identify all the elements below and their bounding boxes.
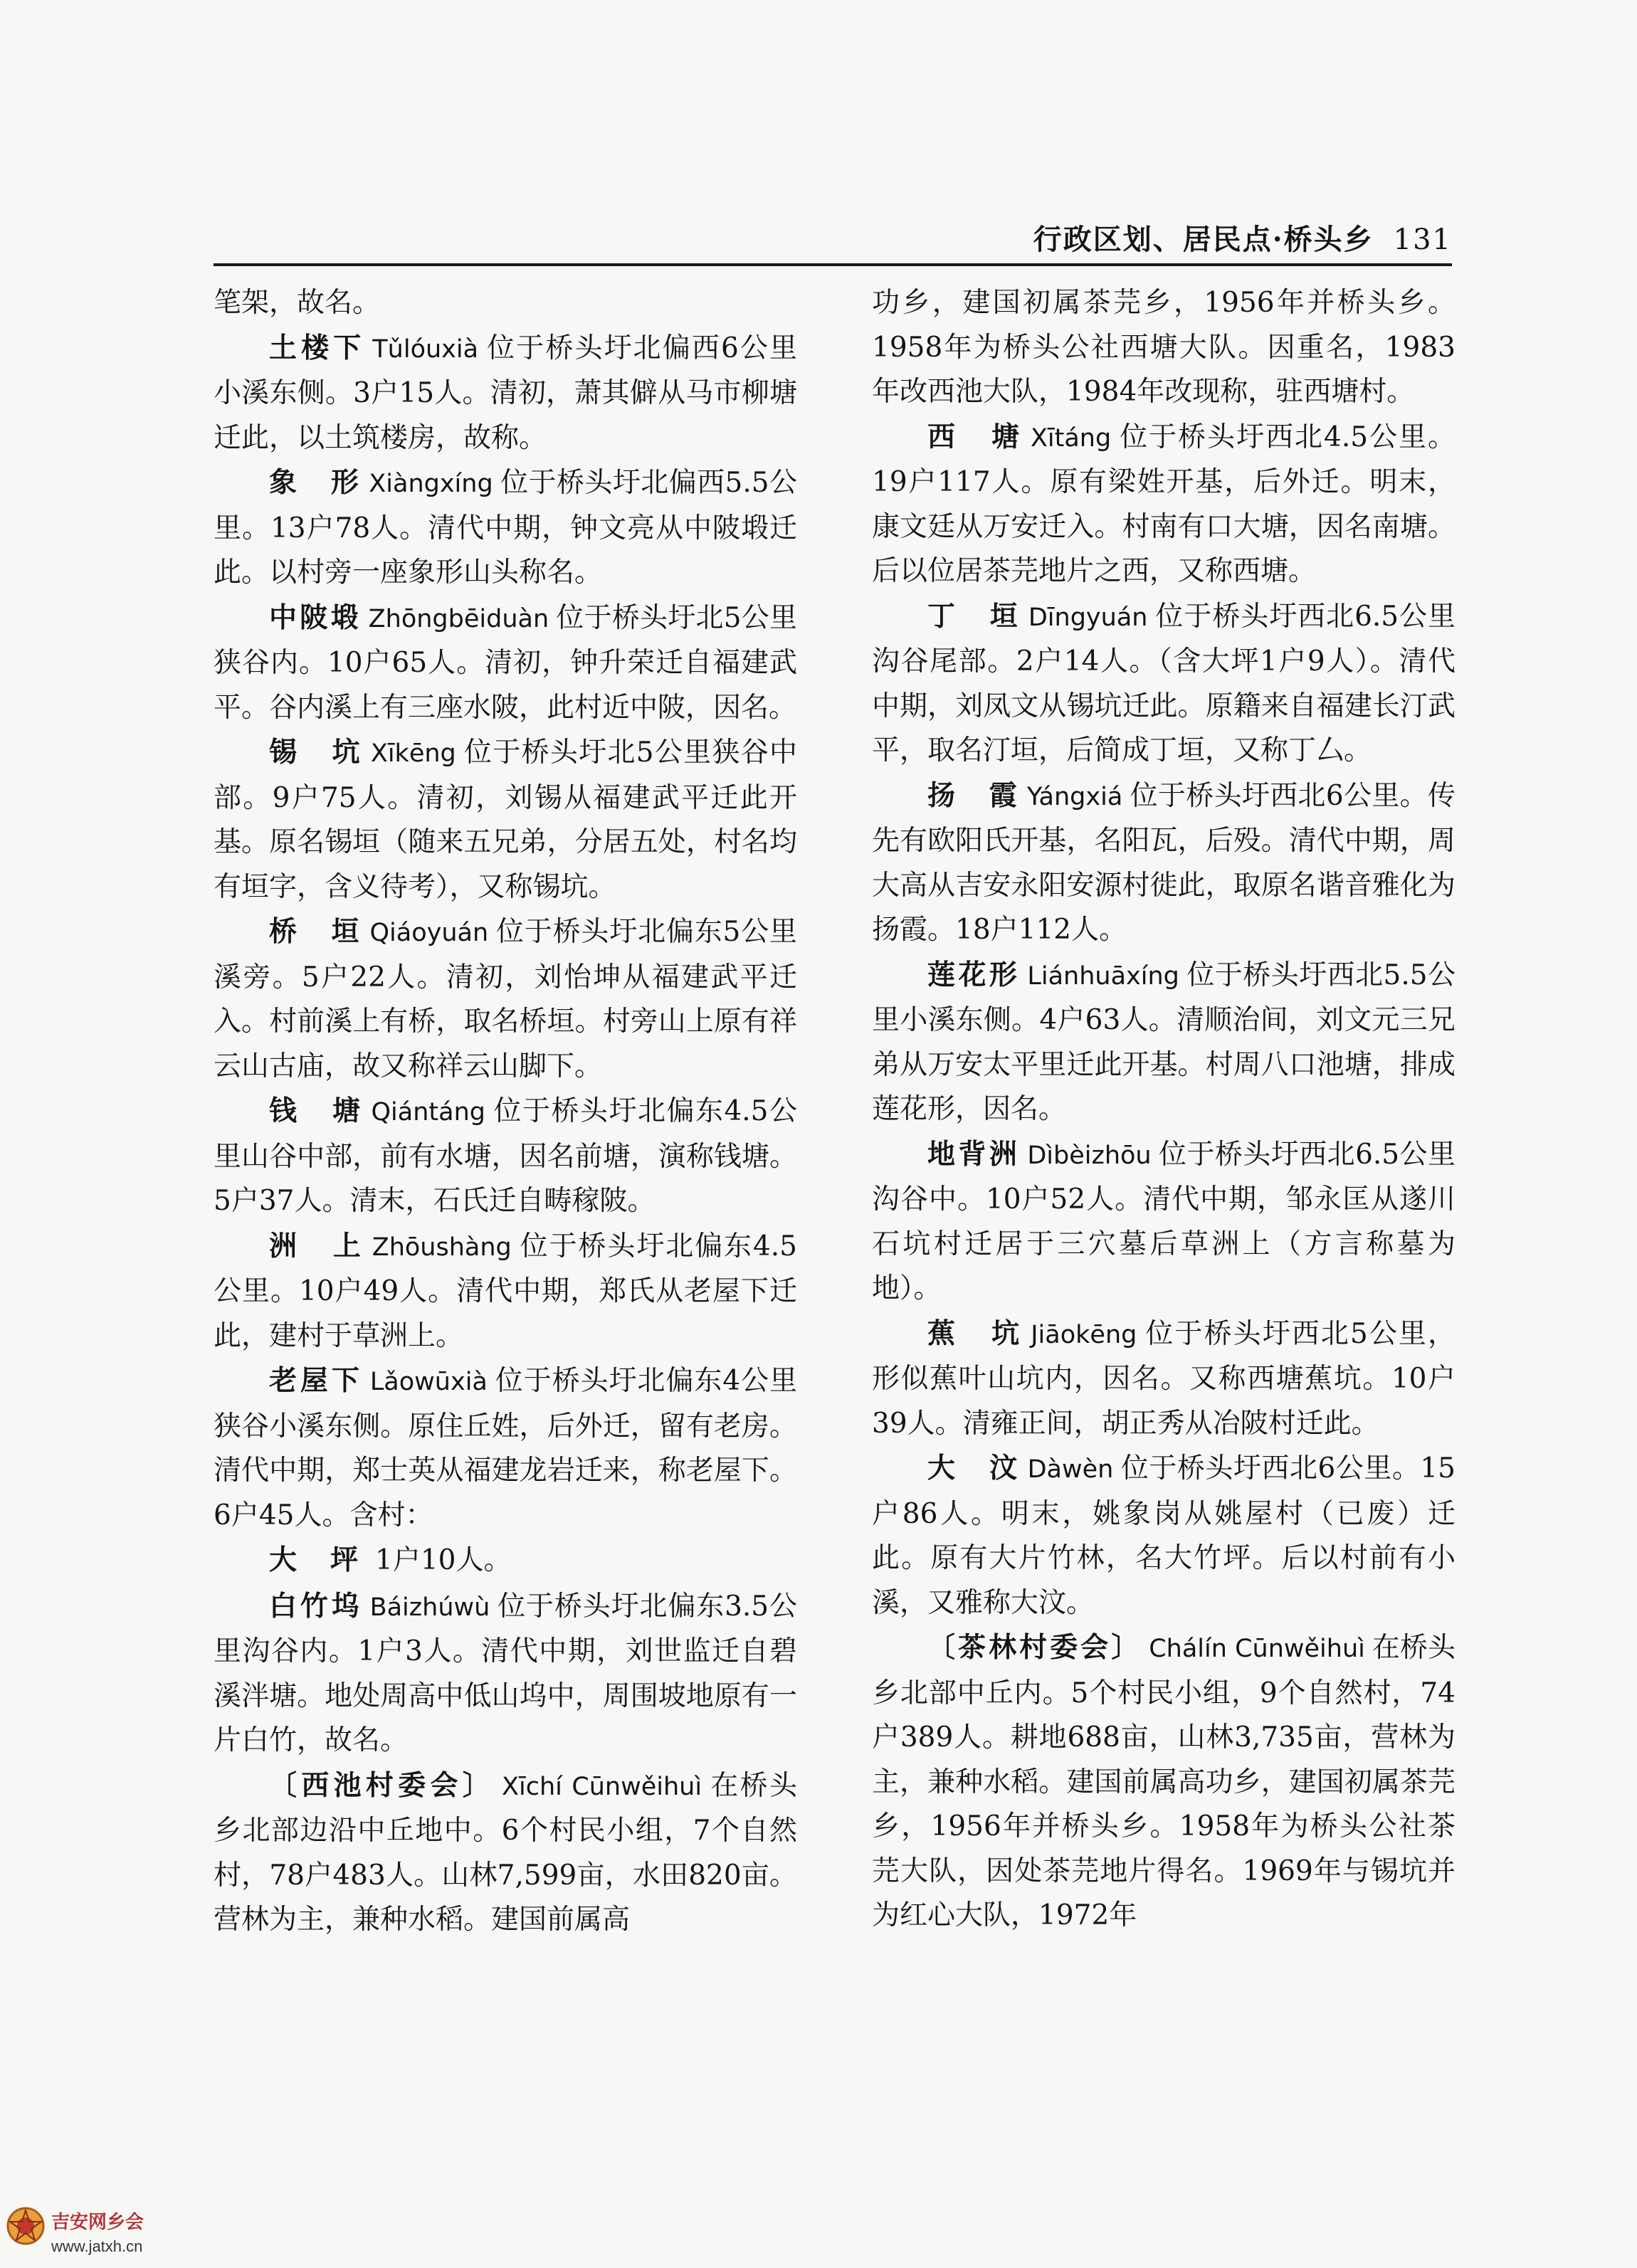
entry-name: 〔西池村委会〕 (269, 1768, 495, 1802)
entry-pinyin: Zhōngbēiduàn (368, 604, 549, 633)
entry-pinyin: Lǎowūxià (369, 1368, 488, 1396)
entry-pinyin: Dìbèizhōu (1027, 1141, 1152, 1170)
header-title: 行政区划、居民点·桥头乡 (1033, 223, 1374, 256)
entry-name: 象 形 (269, 466, 362, 499)
entry-name: 西 塘 (927, 420, 1023, 453)
entry-pinyin: Báizhúwù (369, 1593, 490, 1622)
entry-name: 莲花形 (927, 958, 1021, 991)
entry-name: 丁 垣 (927, 599, 1021, 633)
entry (214, 326, 797, 461)
entry-name: 大 坪 (269, 1544, 362, 1576)
entry-name: 桥 垣 (269, 915, 363, 948)
entry-text: 位于桥头圩西北5.5公里小溪东侧。4户63人。清顺治间，刘文元三兄弟从万安太平里迁此开基。村周八口池塘，排成莲花形，因名。 (872, 959, 1456, 1125)
entry-pinyin: Xīchí Cūnwěihuì (502, 1772, 702, 1801)
entry-name: 土楼下 (269, 331, 366, 364)
entry-text: 位于桥头圩北偏西5.5公里。13户78人。清代中期，钟文亮从中陂塅迁此。以村旁一座象形山头称名。 (214, 467, 797, 589)
entry-pinyin: Tǔlóuxià (372, 334, 479, 364)
watermark-logo (0, 2199, 206, 2268)
entry-pinyin: Yángxiá (1026, 782, 1123, 811)
entry-pinyin: Jiāokēng (1031, 1320, 1137, 1349)
entry-name: 〔茶林村委会〕 (927, 1631, 1142, 1664)
entry-text: 位于桥头圩北5公里狭谷内。10户65人。清初，钟升荣迁自福建武平。谷内溪上有三座水陂，此村近中陂，因名。 (214, 601, 797, 724)
entry-pinyin: Zhōushàng (372, 1233, 512, 1262)
site-logo-icon (6, 2206, 46, 2246)
entry (872, 1625, 1456, 1939)
entry-text: 位于桥头圩西北6.5公里沟谷中。10户52人。清代中期，邹永匡从遂川石坑村迁居于三穴墓后草洲上（方言称墓为地）。 (872, 1138, 1456, 1304)
entry (872, 1132, 1456, 1312)
entry-text: 位于桥头圩北偏东3.5公里沟谷内。1户3人。清代中期，刘世监迁自碧溪泮塘。地处周高中低山坞中，周围坡地原有一片白竹，故名。 (214, 1590, 797, 1756)
entry (214, 1538, 797, 1584)
entry-pinyin: Xiàngxíng (369, 470, 493, 498)
entry (214, 596, 797, 731)
entry (872, 774, 1456, 953)
entry-text: 位于桥头圩北偏东4.5公里山谷中部，前有水塘，因名前塘，演称钱塘。5户37人。清末，石氏迁自畴稼陂。 (214, 1095, 797, 1217)
entry-text: 位于桥头圩北偏东4公里狭谷小溪东侧。原住丘姓，后外迁，留有老房。清代中期，郑士英从福建龙岩迁来，称老屋下。6户45人。含村： (214, 1365, 797, 1531)
entry (214, 460, 797, 596)
entry (214, 1359, 797, 1538)
page-header (925, 217, 1452, 258)
entry-text: 位于桥头圩西北5公里，形似蕉叶山坑内，因名。又称西塘蕉坑。10户39人。清雍正间，胡正秀从冶陂村迁此。 (872, 1317, 1456, 1440)
entry (214, 1089, 797, 1224)
entry-text: 位于桥头圩北5公里狭谷中部。9户75人。清初，刘锡从福建武平迁此开基。原名锡垣（随来五兄弟，分居五处，村名均有垣字，含义待考），又称锡坑。 (214, 737, 797, 903)
entry-name: 洲 上 (269, 1229, 365, 1262)
entry-name: 地背洲 (927, 1137, 1021, 1171)
entry-text: 位于桥头圩北偏东4.5公里。10户49人。清代中期，郑氏从老屋下迁此，建村于草洲上。 (214, 1230, 797, 1352)
entry-name: 老屋下 (269, 1364, 363, 1397)
entry-name: 大 汶 (927, 1452, 1021, 1484)
entry-name: 扬 霞 (927, 779, 1020, 812)
page-number: 131 (1393, 223, 1452, 256)
continuation-text: 功乡，建国初属茶芫乡，1956年并桥头乡。1958年为桥头公社西塘大队。因重名，1983年改西池大队，1984年改现称，驻西塘村。 (872, 287, 1456, 408)
entry-text: 在桥头乡北部边沿中丘地中。6个村民小组，7个自然村，78户483人。山林7,599亩，水田820亩。营林为主，兼种水稻。建国前属高 (214, 1769, 797, 1936)
entry-text: 位于桥头圩北偏东5公里溪旁。5户22人。清初，刘怡坤从福建武平迁入。村前溪上有桥，取名桥垣。村旁山上原有祥云山古庙，故又称祥云山脚下。 (214, 916, 797, 1082)
entry (214, 1763, 797, 1943)
entry-text: 位于桥头圩西北4.5公里。19户117人。原有梁姓开基，后外迁。明末，康文廷从万安迁入。村南有口大塘，因名南塘。后以位居茶芫地片之西，又称西塘。 (872, 421, 1456, 587)
entry-pinyin: Dàwèn (1027, 1455, 1114, 1484)
entry (214, 1584, 797, 1763)
watermark-url: www.jatxh.cn (51, 2237, 143, 2255)
entry-pinyin: Chálín Cūnwěihuì (1149, 1635, 1365, 1663)
entry-name: 中陂塅 (269, 601, 362, 634)
entry-text: 1户10人。 (375, 1544, 512, 1576)
entry-text: 位于桥头圩西北6.5公里沟谷尾部。2户14人。（含大坪1户9人）。清代中期，刘凤文从锡坑迁此。原籍来自福建长汀武平，取名汀垣，后简成丁垣，又称丁厶。 (872, 600, 1456, 766)
entry-text: 位于桥头圩北偏西6公里小溪东侧。3户15人。清初，萧其僻从马市柳塘迁此，以土筑楼房，故称。 (214, 332, 797, 454)
entry-pinyin: Qiántáng (371, 1098, 485, 1127)
entry-pinyin: Xītáng (1030, 423, 1112, 453)
entry (872, 594, 1456, 774)
entry-pinyin: Liánhuāxíng (1027, 961, 1179, 991)
entry-text: 位于桥头圩西北6公里。15户86人。明末，姚象岗从姚屋村（已废）迁此。原有大片竹林，名大竹坪。后以村前有小溪，又雅称大汶。 (872, 1452, 1456, 1619)
entry-text: 位于桥头圩西北6公里。传先有欧阳氏开基，名阳瓦，后殁。清代中期，周大高从吉安永阳安源村徙此，取原名谐音雅化为扬霞。18户112人。 (872, 779, 1456, 946)
entry-name: 锡 坑 (269, 736, 364, 769)
right-column (872, 281, 1456, 1939)
entry (872, 1446, 1456, 1625)
watermark-site-name: 吉安网乡会 (51, 2212, 144, 2233)
header-rule (214, 263, 1452, 266)
entry-pinyin: Qiáoyuán (369, 919, 489, 947)
entry (872, 953, 1456, 1132)
entry-name: 钱 塘 (269, 1095, 364, 1127)
entry-pinyin: Xīkēng (370, 739, 456, 768)
entry (214, 909, 797, 1089)
entry (872, 415, 1456, 594)
continuation-text: 笔架，故名。 (214, 287, 381, 319)
entry-text: 在桥头乡北部中丘内。5个村民小组，9个自然村，74户389人。耕地688亩，山林3,735亩，营林为主，兼种水稻。建国前属高功乡，建国初属茶芫乡，1956年并桥头乡。1958年为桥头公社茶芫大队，因处茶芫地片得名。1969年与锡坑并为红心大队，1972年 (872, 1632, 1456, 1931)
entry-name: 白竹坞 (269, 1589, 363, 1623)
entry (214, 1224, 797, 1359)
entry-name: 蕉 坑 (927, 1317, 1024, 1350)
entry (214, 730, 797, 909)
entry-pinyin: Dīngyuán (1028, 603, 1148, 632)
entry (872, 1312, 1456, 1447)
left-column (214, 281, 797, 1943)
